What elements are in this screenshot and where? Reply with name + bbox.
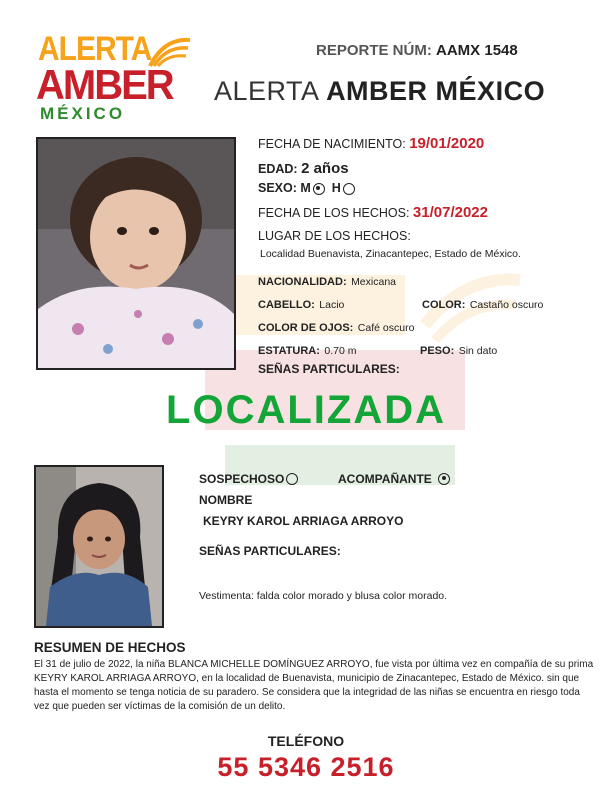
nationality: NACIONALIDAD: Mexicana: [258, 276, 397, 288]
name-label: NOMBRE: [199, 493, 253, 507]
companion-option: ACOMPAÑANTE: [338, 470, 450, 488]
companion-marks-label: SEÑAS PARTICULARES:: [199, 544, 341, 558]
companion-clothing: Vestimenta: falda color morado y blusa color morado.: [199, 590, 448, 602]
event-date: FECHA DE LOS HECHOS: 31/07/2022: [258, 204, 488, 221]
suspect-radio: [286, 473, 298, 485]
status-banner: LOCALIZADA: [166, 388, 446, 432]
weight: PESO: Sin dato: [420, 345, 498, 357]
eye-color: COLOR DE OJOS: Café oscuro: [258, 322, 415, 334]
summary-title: RESUMEN DE HECHOS: [34, 640, 186, 655]
sex-m-radio: [313, 183, 325, 195]
sex: SEXO: M H: [258, 181, 355, 195]
hair: CABELLO: Lacio: [258, 299, 345, 311]
logo-mexico: MÉXICO: [40, 104, 126, 123]
companion-name: KEYRY KAROL ARRIAGA ARROYO: [203, 514, 404, 528]
watermark-logo: [195, 255, 525, 505]
phone-number[interactable]: 55 5346 2516: [217, 752, 395, 782]
place-value: Localidad Buenavista, Zinacantepec, Estado de México.: [260, 248, 521, 260]
hair-color: COLOR: Castaño oscuro: [422, 299, 544, 311]
birth-date: FECHA DE NACIMIENTO: 19/01/2020: [258, 135, 485, 152]
companion-radio: [438, 473, 450, 485]
companion-photo: [34, 465, 164, 628]
child-marks-label: SEÑAS PARTICULARES:: [258, 362, 400, 376]
age: EDAD: 2 años: [258, 160, 349, 177]
height: ESTATURA: 0.70 m: [258, 345, 357, 357]
logo-amber: AMBER: [36, 62, 173, 109]
suspect-option: SOSPECHOSO: [199, 470, 298, 488]
summary-text: El 31 de julio de 2022, la niña BLANCA MICHELLE DOMÍNGUEZ ARROYO, fue vista por última vez en compañía de su prima KEYRY KAROL ARRIAGA ARROYO, en la localidad de Buenavista, municipio de Zinacantepec, Estado de México. sin que hasta el momento se tenga noticia de su paradero. Se considera que la integridad de las niñas se encuentra en riesgo toda vez que pueden ser víctimas de la comisión de un delito.: [34, 659, 594, 712]
phone-label: TELÉFONO: [267, 733, 345, 749]
child-photo: [36, 137, 236, 370]
sex-h-radio: [343, 183, 355, 195]
page-title: ALERTA AMBER MÉXICO: [214, 76, 546, 106]
logo-alerta: ALERTA: [38, 30, 152, 68]
report-number: REPORTE NÚM: AAMX 1548: [316, 42, 518, 59]
place-label: LUGAR DE LOS HECHOS:: [258, 229, 411, 243]
